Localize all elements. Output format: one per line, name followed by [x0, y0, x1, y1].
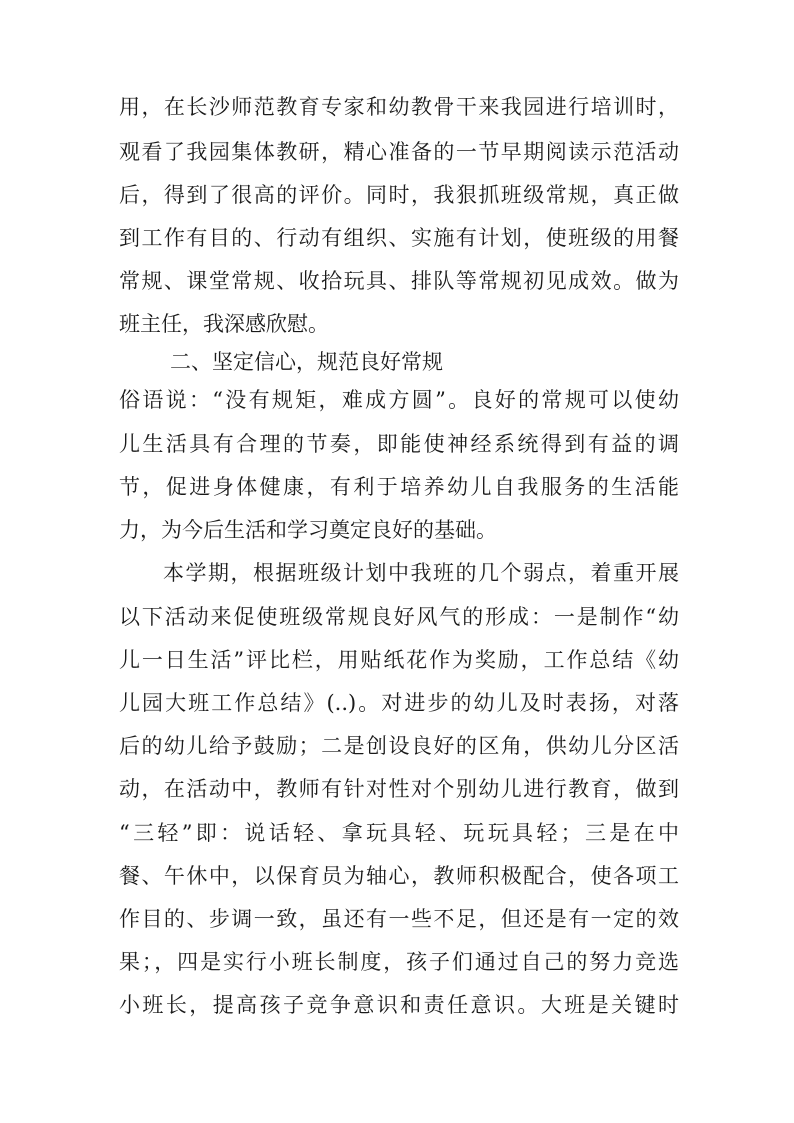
paragraph-1-line-6: 班主任，我深感欣慰。 — [119, 312, 329, 336]
paragraph-2-line-2: 儿生活具有合理的节奏，即能使神经系统得到有益的调 — [119, 432, 679, 456]
paragraph-3-line-3: 儿一日生活”评比栏，用贴纸花作为奖励，工作总结《幼 — [119, 648, 679, 672]
paragraph-3-line-2: 以下活动来促使班级常规良好风气的形成：一是制作“幼 — [119, 605, 679, 629]
paragraph-1-line-3: 后，得到了很高的评价。同时，我狠抓班级常规，真正做 — [119, 183, 679, 207]
paragraph-3-line-6: 动，在活动中，教师有针对性对个别幼儿进行教育，做到 — [119, 777, 679, 801]
paragraph-3-line-8: 餐、午休中，以保育员为轴心，教师积极配合，使各项工 — [119, 864, 679, 888]
paragraph-3-line-11: 小班长，提高孩子竞争意识和责任意识。大班是关键时 — [119, 993, 679, 1017]
paragraph-1-line-4: 到工作有目的、行动有组织、实施有计划，使班级的用餐 — [119, 226, 679, 250]
section-heading: 二、坚定信心，规范良好常规 — [170, 350, 443, 374]
paragraph-2-line-1: 俗语说：“没有规矩，难成方圆”。良好的常规可以使幼 — [119, 388, 679, 412]
paragraph-3-line-9: 作目的、步调一致，虽还有一些不足，但还是有一定的效 — [119, 907, 679, 931]
paragraph-3-line-10: 果；，四是实行小班长制度，孩子们通过自己的努力竞选 — [119, 950, 679, 974]
paragraph-3-line-7: “三轻”即：说话轻、拿玩具轻、玩玩具轻；三是在中 — [119, 821, 679, 845]
paragraph-3-line-1: 本学期，根据班级计划中我班的几个弱点，着重开展 — [163, 561, 679, 585]
paragraph-1-line-5: 常规、课堂常规、收拾玩具、排队等常规初见成效。做为 — [119, 269, 679, 293]
paragraph-1-line-2: 观看了我园集体教研，精心准备的一节早期阅读示范活动 — [119, 140, 679, 164]
paragraph-2-line-4: 力，为今后生活和学习奠定良好的基础。 — [119, 518, 497, 542]
paragraph-3-line-5: 后的幼儿给予鼓励；二是创设良好的区角，供幼儿分区活 — [119, 734, 679, 758]
paragraph-3-line-4: 儿园大班工作总结》(..)。对进步的幼儿及时表扬，对落 — [119, 691, 679, 715]
paragraph-1-line-1: 用，在长沙师范教育专家和幼教骨干来我园进行培训时， — [119, 95, 679, 119]
paragraph-2-line-3: 节，促进身体健康，有利于培养幼儿自我服务的生活能 — [119, 475, 679, 499]
